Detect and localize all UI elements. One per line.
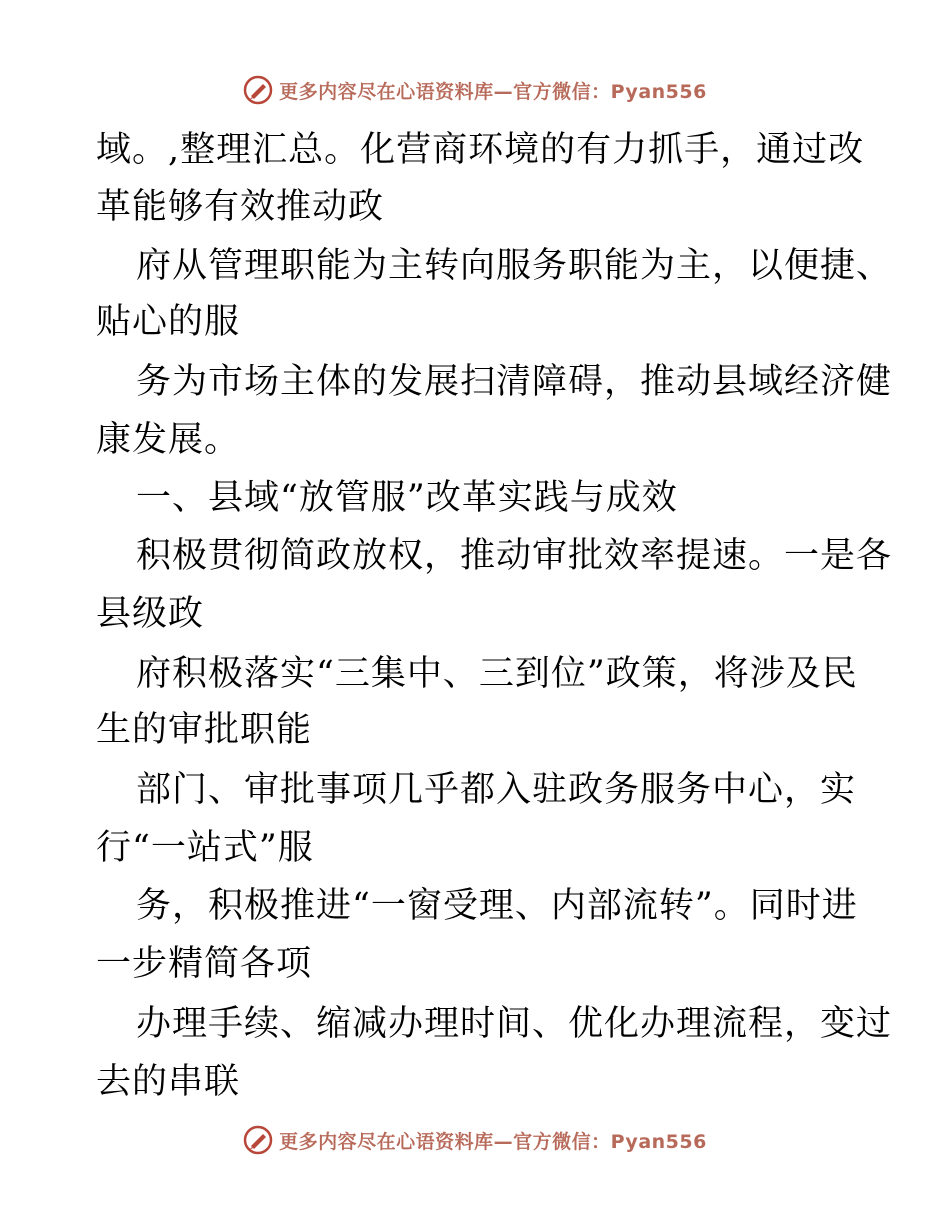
footer-banner-text: 更多内容尽在心语资料库—官方微信：Pyan556: [279, 1130, 707, 1153]
body-line: 积极贯彻简政放权，推动审批效率提速。一是各: [136, 536, 893, 576]
body-line: 去的串联: [96, 1062, 241, 1102]
footer-watermark-banner: [0, 1120, 950, 1160]
body-line: 康发展。: [96, 420, 241, 460]
body-line: 域。,整理汇总。化营商环境的有力抓手，通过改: [96, 130, 865, 170]
body-line: 一步精简各项: [96, 944, 313, 984]
header-banner-text: 更多内容尽在心语资料库—官方微信：Pyan556: [279, 80, 707, 103]
pen-logo-icon: [243, 1125, 273, 1155]
body-line: 务，积极推进“一窗受理、内部流转”。同时进: [136, 886, 858, 926]
body-line: 务为市场主体的发展扫清障碍，推动县域经济健: [136, 362, 893, 402]
body-line: 贴心的服: [96, 302, 241, 342]
body-line: 府从管理职能为主转向服务职能为主，以便捷、: [136, 246, 893, 286]
section-heading: 一、县域“放管服”改革实践与成效: [136, 478, 678, 518]
body-line: 府积极落实“三集中、三到位”政策，将涉及民: [136, 654, 858, 694]
body-line: 生的审批职能: [96, 710, 313, 750]
body-line: 部门、审批事项几乎都入驻政务服务中心，实: [136, 770, 857, 810]
body-line: 县级政: [96, 594, 205, 634]
body-line: 行“一站式”服: [96, 828, 314, 868]
body-line: 革能够有效推动政: [96, 187, 385, 227]
body-line: 办理手续、缩减办理时间、优化办理流程，变过: [136, 1004, 893, 1044]
